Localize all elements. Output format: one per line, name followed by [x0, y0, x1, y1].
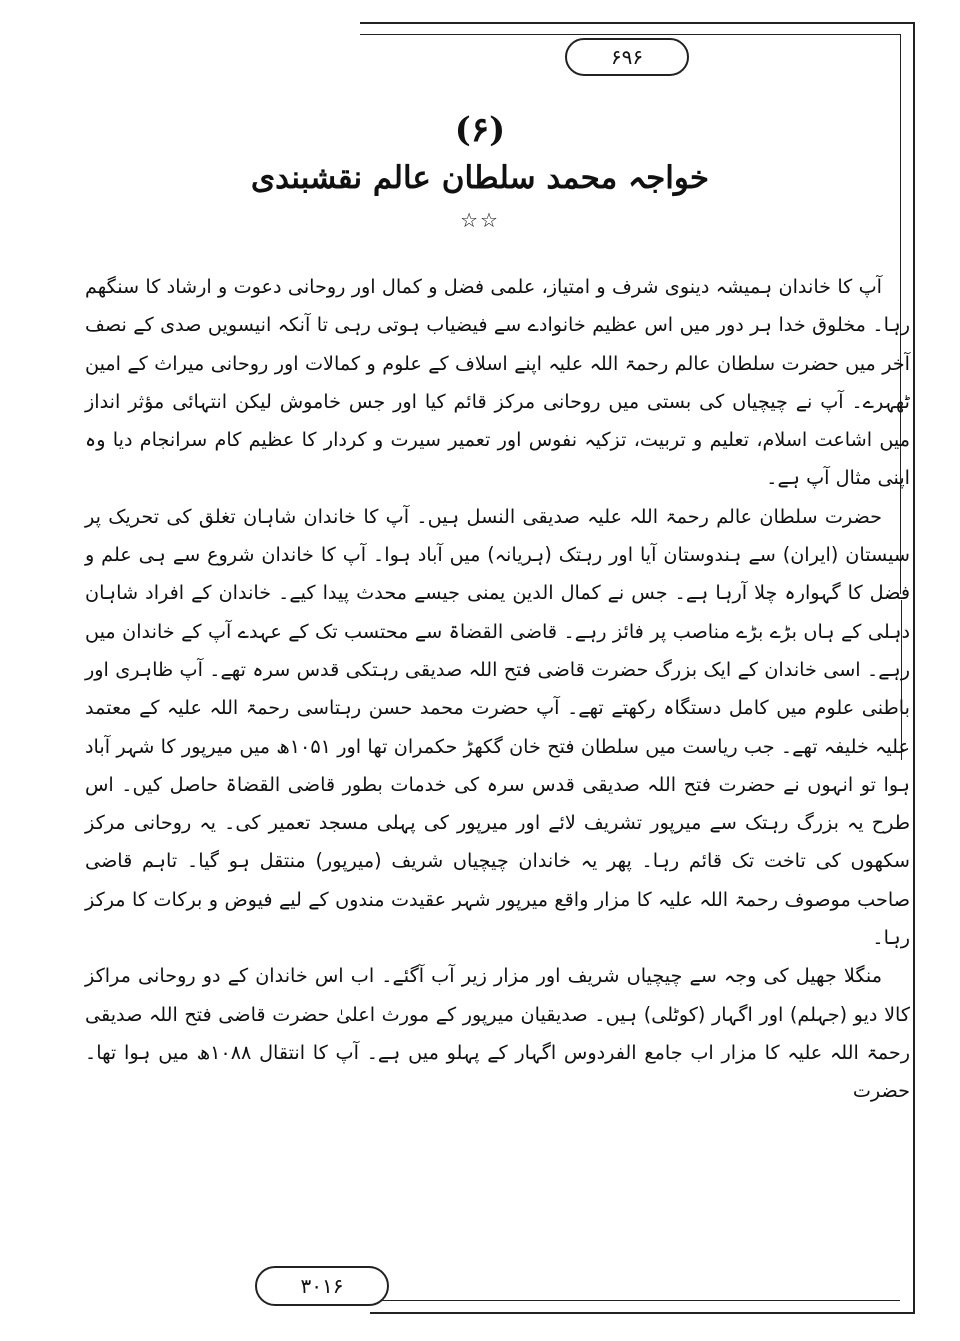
- frame-bottom-inner: [370, 1300, 900, 1301]
- frame-bottom-outer: [370, 1312, 915, 1314]
- paragraph-2: حضرت سلطان عالم رحمۃ اللہ علیہ صدیقی النسل ہیں۔ آپ کا خاندان شاہان تغلق کی تحریک پر سیستان (ایران) سے ہندوستان آیا اور رہتک (ہریانہ) میں آباد ہوا۔ آپ کا خاندان شروع سے ہی علم و فضل کا گہوارہ چلا آرہا ہے۔ جس نے کمال الدین یمنی جیسے محدث پیدا کیے۔ خاندان کے افراد شاہان دہلی کے ہاں بڑے بڑے مناصب پر فائز رہے۔ قاضی القضاۃ سے محتسب تک کے عہدے آپ کے خاندان میں رہے۔ اسی خاندان کے ایک بزرگ حضرت قاضی فتح اللہ صدیقی رہتکی قدس سرہ تھے۔ آپ ظاہری اور باطنی علوم میں کامل دستگاہ رکھتے تھے۔ آپ حضرت محمد حسن رہتاسی رحمۃ اللہ علیہ کے معتمد علیہ خلیفہ تھے۔ جب ریاست میں سلطان فتح خان گکھڑ حکمران تھا اور ۱۰۵۱ھ میں میرپور کا شہر آباد ہوا تو انہوں نے حضرت فتح اللہ صدیقی قدس سرہ کی خدمات بطور قاضی القضاۃ حاصل کیں۔ اس طرح یہ بزرگ رہتک سے میرپور تشریف لائے اور میرپور کی پہلی مسجد تعمیر کی۔ یہ روحانی مرکز سکھوں کی تاخت تک قائم رہا۔ پھر یہ خاندان چیچیاں شریف (میرپور) منتقل ہو گیا۔ تاہم قاضی صاحب موصوف رحمۃ اللہ علیہ کا مزار واقع میرپور شہر عقیدت مندوں کے لیے فیوض و برکات کا مرکز رہا۔: [85, 504, 910, 950]
- body-text: [85, 268, 910, 1111]
- chapter-title: خواجہ محمد سلطان عالم نقشبندی: [250, 160, 710, 196]
- volume-page-badge: [255, 1266, 389, 1306]
- page-number: ۶۹۶: [610, 45, 644, 69]
- paragraph-3: منگلا جھیل کی وجہ سے چیچیاں شریف اور مزار زیر آب آگئے۔ اب اس خاندان کے دو روحانی مراکز کالا دیو (جہلم) اور اگہار (کوٹلی) ہیں۔ صدیقیان میرپور کے مورث اعلیٰ حضرت قاضی فتح اللہ صدیقی رحمۃ اللہ علیہ کا مزار اب جامع الفردوس اگہار کے پہلو میں ہے۔ آپ کا انتقال ۱۰۸۸ھ میں ہوا تھا۔ حضرت: [85, 964, 910, 1103]
- star-ornament: ☆☆: [460, 208, 500, 232]
- frame-top-outer: [360, 22, 915, 24]
- paragraph-1: آپ کا خاندان ہمیشہ دینوی شرف و امتیاز، علمی فضل و کمال اور روحانی دعوت و ارشاد کا سنگھم رہا۔ مخلوق خدا ہر دور میں اس عظیم خانوادے سے فیضیاب ہوتی رہی تا آنکہ انیسویں صدی کے نصف آخر میں حضرت سلطان عالم رحمۃ اللہ علیہ اپنے اسلاف کے علوم و کمالات اور روحانی میراث کے امین ٹھہرے۔ آپ نے چیچیاں کی بستی میں روحانی مرکز قائم کیا اور جس خاموش لیکن انتہائی مؤثر انداز میں اشاعت اسلام، تعلیم و تربیت، تزکیہ نفوس اور تعمیر سیرت و کردار کا عظیم کام سرانجام دیا وہ اپنی مثال آپ ہے۔: [85, 275, 910, 490]
- frame-top-inner: [360, 34, 900, 35]
- page-number-badge: [565, 38, 689, 76]
- volume-page-number: ۳۰۱۶: [300, 1274, 344, 1298]
- chapter-number: (۶): [454, 110, 506, 150]
